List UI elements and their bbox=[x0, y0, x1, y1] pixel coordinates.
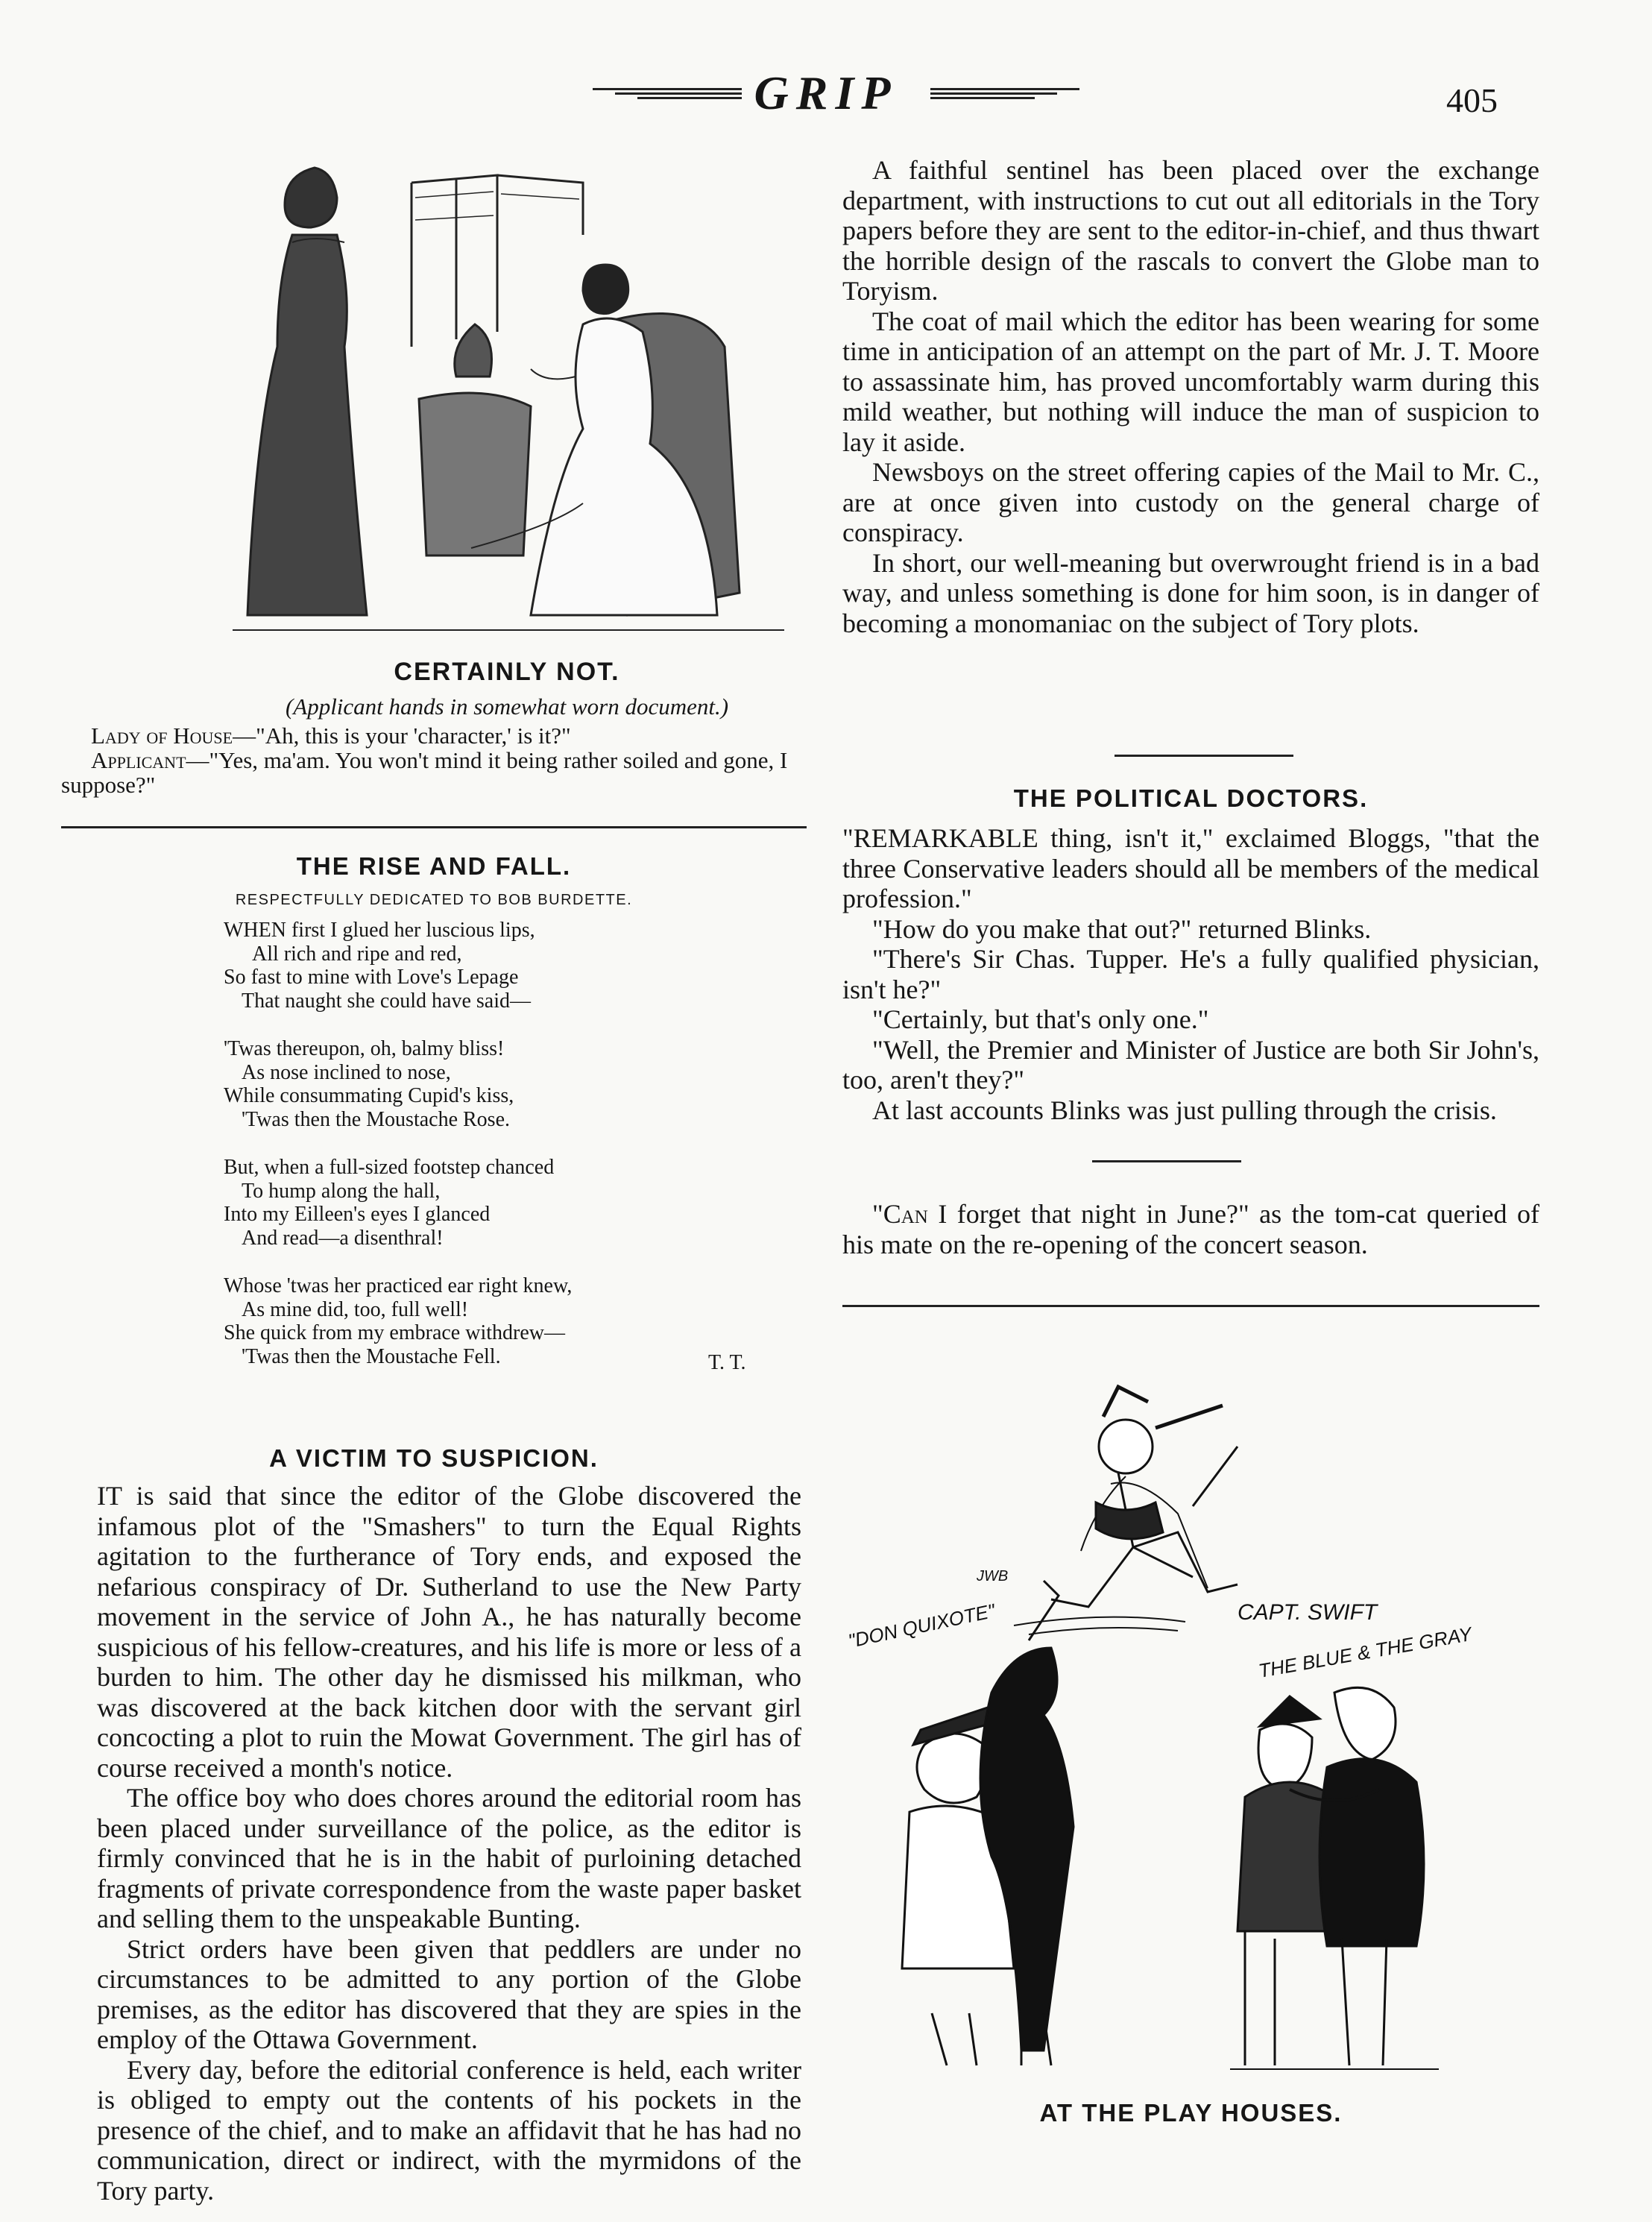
doctors-title: THE POLITICAL DOCTORS. bbox=[1013, 784, 1369, 812]
rise-fall-dedication: RESPECTFULLY DEDICATED TO BOB BURDETTE. bbox=[235, 892, 633, 908]
victim-paragraph: In short, our well-meaning but overwrought friend is in a bad way, and unless something is done for him soon, is in danger of becoming a monomaniac on the subject of Tory plots. bbox=[842, 547, 1539, 638]
victim-title: A VICTIM TO SUSPICION. bbox=[269, 1444, 599, 1472]
tomcat-lead: "Can bbox=[872, 1199, 928, 1229]
poem-line: Into my Eilleen's eyes I glanced bbox=[224, 1203, 491, 1226]
doctors-paragraph: "How do you make that out?" returned Blinks. bbox=[872, 913, 1372, 944]
stanza-2 bbox=[224, 1037, 790, 1131]
doctors-article bbox=[842, 823, 1539, 1125]
doctors-paragraph: "Certainly, but that's only one." bbox=[872, 1004, 1209, 1034]
rise-fall-poem bbox=[224, 919, 790, 1393]
speaker-lady: Lady of House bbox=[91, 723, 233, 749]
victim-paragraph: Every day, before the editorial conference is held, each writer is obliged to empty out the contents of his pockets in the presence of the chief, and to make an affidavit that he has had no communication, direct or indirect, with the myrmidons of the Tory party. bbox=[97, 2054, 801, 2206]
poem-line: As mine did, too, full well! bbox=[242, 1297, 469, 1321]
certainly-not-illustration bbox=[233, 153, 784, 641]
doctors-paragraph: "REMARKABLE thing, isn't it," exclaimed Bloggs, "that the three Conservative leaders should all be members of the medical profession." bbox=[842, 823, 1539, 913]
short-divider bbox=[1092, 1160, 1241, 1162]
page-number: 405 bbox=[1446, 81, 1498, 119]
cartoon-top-title: CERTAINLY NOT. bbox=[394, 658, 620, 686]
poem-line: While consummating Cupid's kiss, bbox=[224, 1084, 514, 1107]
poem-line: All rich and ripe and red, bbox=[252, 942, 462, 966]
poem-line: And read—a disenthral! bbox=[242, 1226, 444, 1250]
victim-paragraph: Newsboys on the street offering capies of the Mail to Mr. C., are at once given into custody on the general charge of conspiracy. bbox=[842, 457, 1539, 547]
poem-line: 'Twas then the Moustache Rose. bbox=[242, 1107, 511, 1131]
poem-line: WHEN first I glued her luscious lips, bbox=[224, 919, 535, 942]
stanza-4 bbox=[224, 1274, 790, 1368]
section-divider bbox=[842, 1305, 1539, 1307]
poem-line: So fast to mine with Love's Lepage bbox=[224, 966, 519, 989]
speaker-applicant: Applicant bbox=[91, 747, 186, 773]
label-don-quixote: "DON QUIXOTE" bbox=[846, 1599, 997, 1652]
tomcat-paragraph bbox=[842, 1199, 1539, 1259]
applicant-line: —"Yes, ma'am. You won't mind it being rather soiled and gone, I suppose?" bbox=[61, 747, 788, 798]
cartoon-top-dialogue bbox=[61, 723, 807, 797]
short-divider bbox=[1115, 755, 1293, 757]
tomcat-text: I forget that night in June?" as the tom-cat queried of his mate on the re-opening of the concert season. bbox=[842, 1199, 1539, 1259]
stanza-1 bbox=[224, 919, 790, 1013]
victim-article-right bbox=[842, 155, 1539, 638]
section-divider bbox=[61, 826, 807, 828]
stanza-3 bbox=[224, 1156, 790, 1250]
header-rule-right bbox=[930, 86, 1079, 102]
victim-paragraph: Strict orders have been given that peddlers are under no circumstances to be admitted to any portion of the Globe premises, as the editor has discovered that they are spies in the employ of the Ottawa Government. bbox=[97, 1933, 801, 2054]
victim-article-left bbox=[97, 1481, 801, 2206]
poem-line: As nose inclined to nose, bbox=[242, 1060, 451, 1084]
rise-fall-title: THE RISE AND FALL. bbox=[296, 852, 572, 880]
label-capt-swift: CAPT. SWIFT bbox=[1238, 1600, 1378, 1625]
doctors-paragraph: "There's Sir Chas. Tupper. He's a fully qualified physician, isn't he?" bbox=[842, 944, 1539, 1004]
artist-signature: JWB bbox=[977, 1568, 1009, 1584]
poem-line: Whose 'twas her practiced ear right knew, bbox=[224, 1274, 573, 1297]
cartoon-bottom-title: AT THE PLAY HOUSES. bbox=[1039, 2099, 1343, 2127]
poem-signature: T. T. bbox=[708, 1351, 746, 1374]
victim-paragraph: The coat of mail which the editor has been wearing for some time in anticipation of an attempt on the part of Mr. J. T. Moore to assassinate him, has proved uncomfortably warm during this mild weather, but nothing will induce the man of suspicion to lay it aside. bbox=[842, 306, 1539, 457]
lady-line: —"Ah, this is your 'character,' is it?" bbox=[233, 723, 571, 749]
victim-paragraph: IT is said that since the editor of the Globe discovered the infamous plot of the "Smashers" to turn the Equal Rights agitation to the furtherance of Tory ends, and exposed the nefarious conspiracy of Dr. Sutherland to use the New Party movement in the service of John A., he has naturally become suspicious of his fellow-creatures, and his life is more or less of a burden to him. The other day he dismissed his milkman, who was discovered at the back kitchen door with the servant girl concocting a plot to ruin the Mowat Government. The girl has of course received a month's notice. bbox=[97, 1481, 801, 1783]
poem-line: 'Twas then the Moustache Fell. bbox=[242, 1344, 501, 1368]
doctors-paragraph: At last accounts Blinks was just pulling through the crisis. bbox=[872, 1095, 1497, 1125]
masthead-title: GRIP bbox=[754, 66, 898, 119]
poem-line: To hump along the hall, bbox=[242, 1179, 441, 1203]
poem-line: That naught she could have said— bbox=[242, 989, 532, 1013]
poem-line: 'Twas thereupon, oh, balmy bliss! bbox=[224, 1037, 505, 1060]
victim-paragraph: A faithful sentinel has been placed over the exchange department, with instructions to cut out all editorials in the Tory papers before they are sent to the editor-in-chief, and thus thwart the horrible design of the rascals to convert the Globe man to Toryism. bbox=[842, 155, 1539, 306]
victim-paragraph: The office boy who does chores around the editorial room has been placed under surveillance of the police, as the editor is firmly convinced that he is in the habit of purloining detached fragments of private correspondence from the waste paper basket and selling them to the unspeakable Bunting. bbox=[97, 1783, 801, 1933]
cartoon-top-stage-direction: (Applicant hands in somewhat worn document.) bbox=[285, 693, 729, 720]
label-blue-gray: THE BLUE & THE GRAY bbox=[1256, 1623, 1474, 1682]
poem-line: But, when a full-sized footstep chanced bbox=[224, 1156, 555, 1179]
play-houses-illustration bbox=[842, 1342, 1539, 2088]
doctors-paragraph: "Well, the Premier and Minister of Justice are both Sir John's, too, aren't they?" bbox=[842, 1034, 1539, 1095]
poem-line: She quick from my embrace withdrew— bbox=[224, 1321, 565, 1344]
